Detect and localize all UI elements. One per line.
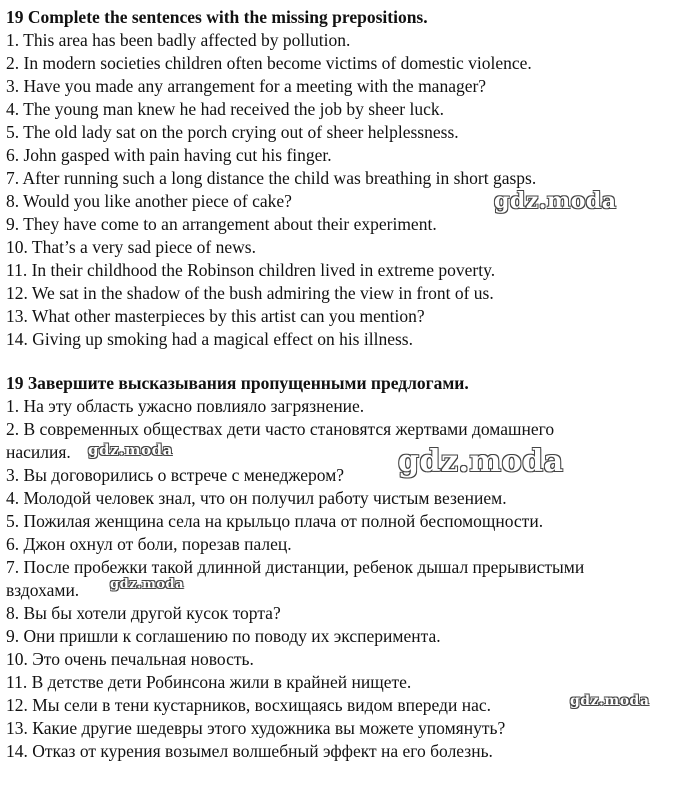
english-sentence-5: 5. The old lady sat on the porch crying out of sheer helplessness. xyxy=(6,122,459,142)
english-sentence-9: 9. They have come to an arrangement about their experiment. xyxy=(6,214,437,234)
russian-line-11: 11. В детстве дети Робинсона жили в крайней нищете. xyxy=(6,672,412,692)
russian-line-6: 6. Джон охнул от боли, порезав палец. xyxy=(6,534,292,554)
english-sentence-1: 1. This area has been badly affected by pollution. xyxy=(6,30,351,50)
english-sentence-8: 8. Would you like another piece of cake? xyxy=(6,191,292,211)
russian-line-2-cont: насилия. xyxy=(6,442,71,462)
english-sentence-10: 10. That’s a very sad piece of news. xyxy=(6,237,256,257)
russian-line-5: 5. Пожилая женщина села на крыльцо плача от полной беспомощности. xyxy=(6,511,544,531)
watermark-large-middle: gdz.moda xyxy=(398,444,564,479)
english-sentence-4: 4. The young man knew he had received the job by sheer luck. xyxy=(6,99,445,119)
english-sentence-14: 14. Giving up smoking had a magical effect on his illness. xyxy=(6,329,413,349)
russian-line-10: 10. Это очень печальная новость. xyxy=(6,649,254,669)
watermark-small-right: gdz.moda xyxy=(570,693,650,709)
russian-line-1: 1. На эту область ужасно повлияло загрязнение. xyxy=(6,396,365,416)
russian-line-12: 12. Мы сели в тени кустарников, восхищаясь видом впереди нас. xyxy=(6,695,491,715)
russian-line-7-cont: вздохами. xyxy=(6,580,80,600)
english-sentence-13: 13. What other masterpieces by this artist can you mention? xyxy=(6,306,425,326)
english-sentence-12: 12. We sat in the shadow of the bush admiring the view in front of us. xyxy=(6,283,494,303)
english-sentence-3: 3. Have you made any arrangement for a meeting with the manager? xyxy=(6,76,487,96)
russian-line-7: 7. После пробежки такой длинной дистанции, ребенок дышал прерывистыми xyxy=(6,557,585,577)
watermark-small-left: gdz.moda xyxy=(88,441,173,459)
watermark-large-top: gdz.moda xyxy=(494,188,617,214)
russian-heading: 19 Завершите высказывания пропущенными предлогами. xyxy=(6,373,469,393)
russian-line-4: 4. Молодой человек знал, что он получил работу чистым везением. xyxy=(6,488,507,508)
russian-line-9: 9. Они пришли к соглашению по поводу их эксперимента. xyxy=(6,626,441,646)
english-sentence-2: 2. In modern societies children often become victims of domestic violence. xyxy=(6,53,532,73)
russian-line-3: 3. Вы договорились о встрече с менеджером? xyxy=(6,465,345,485)
russian-line-13: 13. Какие другие шедевры этого художника вы можете упомянуть? xyxy=(6,718,506,738)
english-sentence-11: 11. In their childhood the Robinson children lived in extreme poverty. xyxy=(6,260,496,280)
english-sentence-6: 6. John gasped with pain having cut his finger. xyxy=(6,145,332,165)
watermark-small-middle: gdz.moda xyxy=(110,577,185,592)
english-heading: 19 Complete the sentences with the missing prepositions. xyxy=(6,7,428,27)
russian-line-2: 2. В современных обществах дети часто становятся жертвами домашнего xyxy=(6,419,555,439)
russian-line-8: 8. Вы бы хотели другой кусок торта? xyxy=(6,603,281,623)
russian-line-14: 14. Отказ от курения возымел волшебный эффект на его болезнь. xyxy=(6,741,493,761)
english-sentence-7: 7. After running such a long distance the child was breathing in short gasps. xyxy=(6,168,537,188)
